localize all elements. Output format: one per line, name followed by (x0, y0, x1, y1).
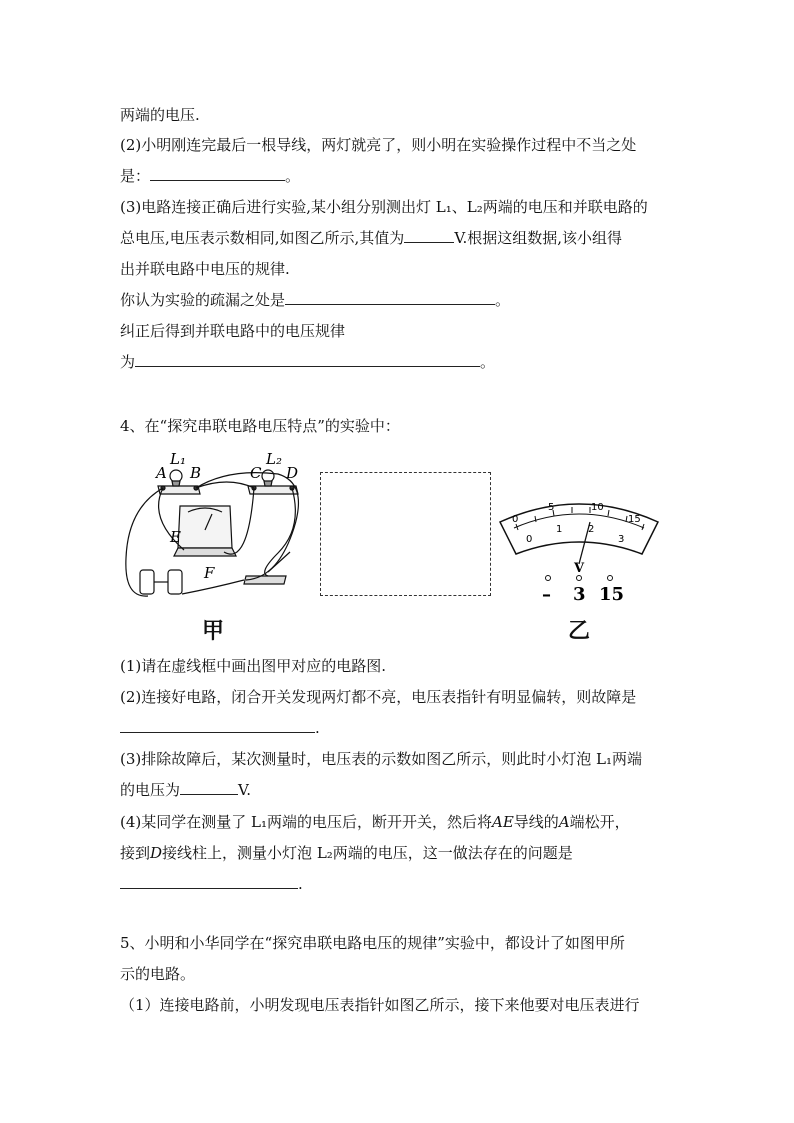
q4-title: 4、在“探究串联电路电压特点”的实验中： (120, 417, 400, 435)
q5-line2: 示的电路。 (120, 965, 196, 983)
q3-line6: 出并联电路中电压的规律. (120, 260, 290, 278)
answer-blank[interactable] (285, 290, 495, 305)
q3-line4: (3)电路连接正确后进行实验,某小组分别测出灯 L₁、L₂两端的电压和并联电路的 (120, 198, 648, 216)
svg-text:0: 0 (526, 534, 533, 545)
svg-text:1: 1 (556, 524, 563, 535)
label-A: A (156, 464, 167, 482)
q4-part4-line2: 接到D接线柱上，测量小灯泡 L₂两端的电压，这一做法存在的问题是 (120, 844, 573, 862)
q3-line7: 你认为实验的疏漏之处是 。 (120, 291, 511, 309)
q3-line8: 纠正后得到并联电路中的电压规律 (120, 322, 346, 340)
q4-part3: (3)排除故障后，某次测量时，电压表的示数如图乙所示，则此时小灯泡 L₁两端 (120, 750, 642, 768)
label-C: C (250, 464, 262, 482)
label-L2: L₂ (266, 450, 282, 468)
q4-part4: (4)某同学在测量了 L₁两端的电压后，断开开关，然后将AE导线的A端松开， (120, 813, 630, 831)
answer-blank[interactable] (180, 780, 238, 795)
terminal-minus: – (542, 584, 551, 604)
q3-line9: 为 。 (120, 353, 496, 371)
q3-line5: 总电压,电压表示数相同,如图乙所示,其值为 V.根据这组数据,该小组得 (120, 229, 623, 247)
answer-blank[interactable] (150, 166, 285, 181)
figure-label-jia: 甲 (202, 618, 225, 644)
circuit-drawing-frame[interactable] (320, 472, 491, 596)
q5-line1: 5、小明和小华同学在“探究串联电路电压的规律”实验中，都设计了如图甲所 (120, 934, 625, 952)
q3-line2: (2)小明刚连完最后一根导线，两灯就亮了，则小明在实验操作过程中不当之处 (120, 136, 637, 154)
svg-text:10: 10 (591, 502, 604, 513)
q3-line3: 是： 。 (120, 167, 301, 185)
svg-text:0: 0 (512, 514, 519, 525)
svg-text:3: 3 (618, 534, 625, 545)
q4-part2: (2)连接好电路，闭合开关发现两灯都不亮，电压表指针有明显偏转，则故障是 (120, 688, 637, 706)
svg-text:5: 5 (548, 502, 555, 513)
label-B: B (190, 464, 202, 482)
terminal-15: 15 (599, 584, 625, 604)
q4-part4-blank-line: . (120, 874, 303, 894)
q4-part1: (1)请在虚线框中画出图甲对应的电路图. (120, 657, 387, 675)
label-E: E (170, 528, 181, 546)
q4-part2-blank-line: . (120, 718, 320, 738)
terminal-3: 3 (573, 584, 586, 604)
label-D: D (286, 464, 299, 482)
q3-line1: 两端的电压. (120, 106, 200, 124)
circuit-figure-jia (118, 448, 310, 603)
answer-blank[interactable] (120, 874, 298, 889)
q5-line3: （1）连接电路前，小明发现电压表指针如图乙所示，接下来他要对电压表进行 (120, 996, 640, 1014)
unit-label: V (574, 561, 585, 576)
voltmeter-dial (496, 492, 662, 604)
answer-blank[interactable] (404, 228, 454, 243)
label-F: F (204, 564, 215, 582)
answer-blank[interactable] (120, 718, 315, 733)
svg-text:15: 15 (628, 514, 641, 525)
figure-label-yi: 乙 (568, 618, 591, 644)
answer-blank[interactable] (135, 352, 480, 367)
q4-part3-line2: 的电压为 V. (120, 781, 251, 799)
svg-text:2: 2 (588, 524, 595, 535)
label-L1: L₁ (170, 450, 186, 468)
